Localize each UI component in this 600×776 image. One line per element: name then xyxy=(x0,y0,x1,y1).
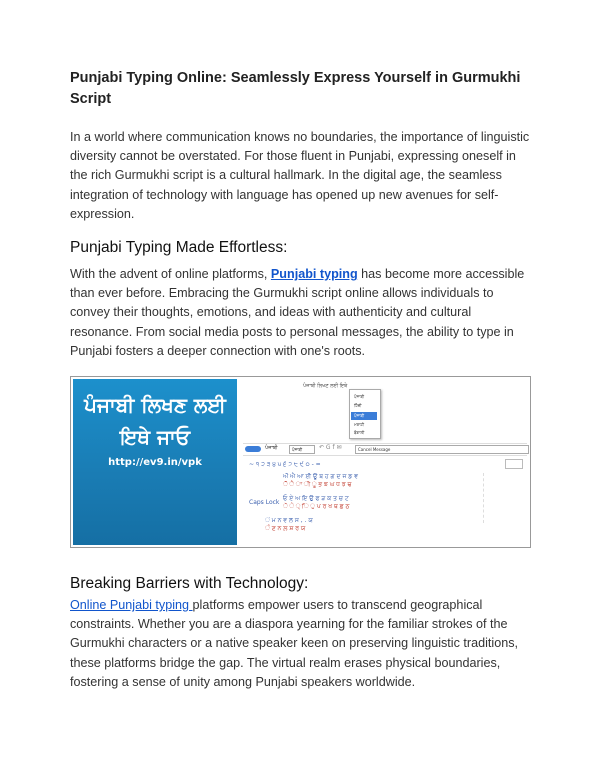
section1-text-before: With the advent of online platforms, xyxy=(70,267,271,281)
key: ਔ ਐ ਆ ਈ ਊ ਬ ਹ ਗ ਦ ਜ ਡ ਞ xyxy=(283,473,358,480)
punjabi-typing-link[interactable]: Punjabi typing xyxy=(270,267,358,281)
banner-line1: ਪੰਜਾਬੀ ਲਿਖਣ ਲਈ xyxy=(84,393,226,417)
banner-blue-panel xyxy=(73,379,237,545)
section1-text-after: has become more accessible than ever before. Embracing the Gurmukhi script online allows individuals to convey their thoughts, emotions, and ideas with authenticity and cultural resonance. From social media posts to personal messages, the ability to type in Punjabi fosters a deeper connection with one's roots. xyxy=(70,267,525,358)
banner-url: http://ev9.in/vpk xyxy=(108,457,202,468)
promo-banner-image[interactable] xyxy=(70,376,531,548)
dropdown-item: ਪੰਜਾਬੀ xyxy=(354,413,365,418)
section2-paragraph xyxy=(70,596,530,692)
caps-lock-label: Caps Lock xyxy=(249,499,280,506)
editor-hint: ਪੰਜਾਬੀ ਲਿਖਣ ਲਈ ਇਥੇ xyxy=(303,383,348,389)
backspace-key xyxy=(505,459,523,469)
section2-text-after: platforms empower users to transcend geographical constraints. Whether you are a diaspora yearning for the familiar strokes of the Gurmukhi characters or a native speaker keen on preserving linguistic traditions, these platforms bridge the gap. The virtual realm erases physical boundaries, fostering a sense of unity among Punjabi speakers worldwide. xyxy=(70,598,518,689)
key: ੌ ੈ ਾ ੀ ੂ ਭ ਙ ਘ ਧ ਝ ਢ xyxy=(283,481,352,488)
section1-heading: Punjabi Typing Made Effortless: xyxy=(70,239,288,256)
toolbar-icons: ↶ G f ✉ xyxy=(319,444,342,451)
language-dropdown xyxy=(349,389,381,439)
dropdown-item: ਪੰਜਾਬੀ xyxy=(354,394,365,399)
key: ੰ ਣ ਨ ਲ਼ ਸ਼ ਰ ਯ xyxy=(265,525,306,532)
banner-line2: ਇਥੇ ਜਾਓ xyxy=(119,425,191,449)
key: ਓ ਏ ਅ ਇ ਉ ਫ ੜ ਕ ਤ ਚ ਟ xyxy=(283,495,349,502)
key-grid-edge xyxy=(483,473,528,523)
toggle-switch xyxy=(245,446,261,452)
intro-paragraph: In a world where communication knows no boundaries, the importance of linguistic diversity cannot be overstated. For those fluent in Punjabi, expressing oneself in the rich Gurmukhi script is a cultural hallmark. In the digital age, the seamless integration of technology with language has opened up new avenues for self-expression. xyxy=(70,130,530,221)
key-rows xyxy=(245,459,527,545)
dropdown-item: ਹਿੰਦੀ xyxy=(354,403,362,408)
section2-heading: Breaking Barriers with Technology: xyxy=(70,575,309,592)
font-select: ਪੰਜਾਬੀ xyxy=(289,445,315,454)
keyboard-toolbar xyxy=(243,443,527,456)
key: ਂ ਮ ਨ ਵ ਲ ਸ , . ਯ xyxy=(265,517,313,524)
toggle-label: ਪੰਜਾਬੀ xyxy=(265,445,278,451)
cancel-select: Cancel Message xyxy=(355,445,529,454)
key: ~ ੧ ੨ ੩ ੪ ੫ ੬ ੭ ੮ ੯ ੦ - = xyxy=(249,461,321,468)
page-title: Punjabi Typing Online: Seamlessly Express Yourself in Gurmukhi Script xyxy=(70,70,521,107)
dropdown-item: ਬੰਗਾਲੀ xyxy=(354,430,365,435)
key: ੋ ੇ ੍ ਿ ੁ ਪ ਰ ਖ ਥ ਛ ਠ xyxy=(283,503,350,510)
keyboard-screenshot xyxy=(241,377,530,547)
dropdown-item: ਮਰਾਠੀ xyxy=(354,422,365,427)
online-punjabi-typing-link[interactable]: Online Punjabi typing xyxy=(70,598,193,612)
section1-paragraph xyxy=(70,265,530,361)
